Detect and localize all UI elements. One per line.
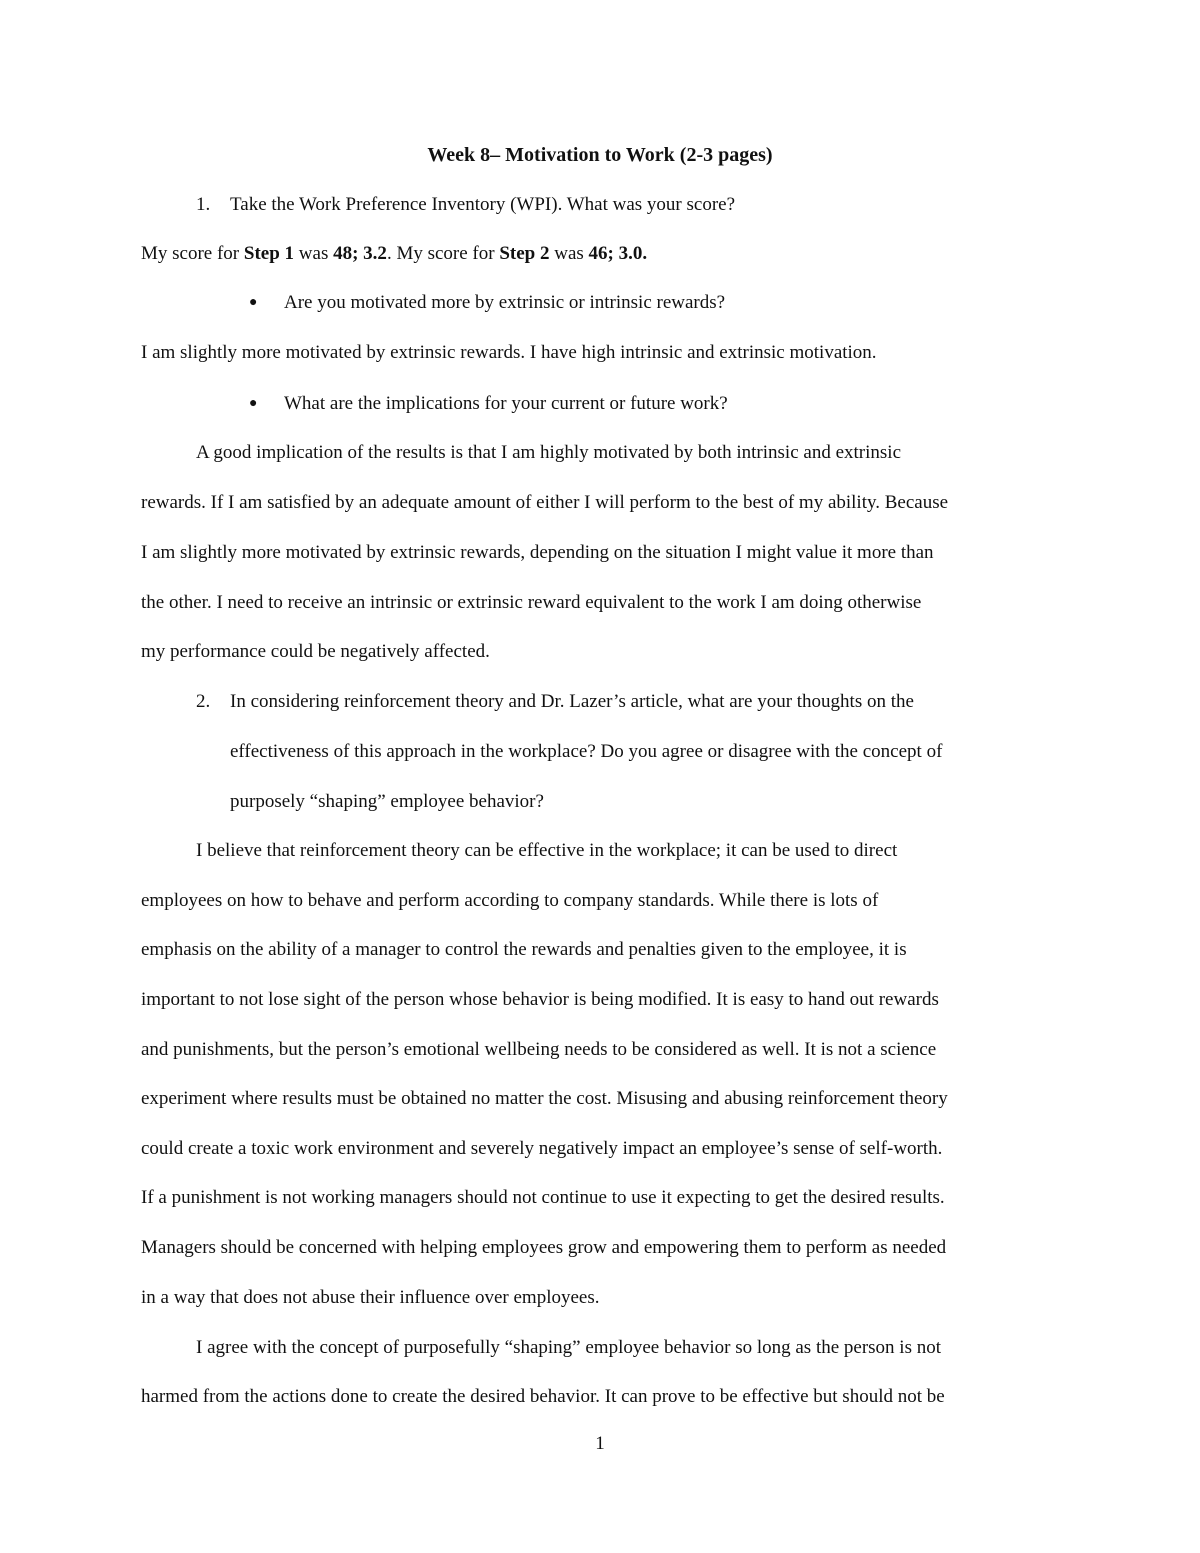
paragraph-1-line: A good implication of the results is that I am highly motivated by both intrinsic and extrinsic (196, 442, 902, 463)
page-number: 1 (595, 1433, 605, 1454)
paragraph-2-line: important to not lose sight of the person whose behavior is being modified. It is easy to hand out rewards (141, 989, 939, 1010)
paragraph-3-line: I agree with the concept of purposefully “shaping” employee behavior so long as the person is not (196, 1337, 942, 1358)
paragraph-2-line: and punishments, but the person’s emotional wellbeing needs to be considered as well. It is not a science (141, 1039, 937, 1060)
answer-1-text: I am slightly more motivated by extrinsic rewards. I have high intrinsic and extrinsic motivation. (141, 342, 877, 363)
score-text-3: . My score for (386, 243, 500, 264)
paragraph-2-line: employees on how to behave and perform according to company standards. While there is lots of (141, 890, 879, 911)
score-step-2-label: Step 2 (499, 243, 550, 264)
document-title: Week 8– Motivation to Work (2-3 pages) (427, 144, 773, 166)
score-step-1-label: Step 1 (243, 243, 295, 264)
question-1-text: Take the Work Preference Inventory (WPI). What was your score? (230, 194, 736, 215)
paragraph-2-line: could create a toxic work environment and severely negatively impact an employee’s sense of self-worth. (141, 1138, 943, 1159)
paragraph-2-line: experiment where results must be obtained no matter the cost. Misusing and abusing reinforcement theory (141, 1088, 948, 1109)
question-2-number: 2. (196, 691, 211, 712)
question-2-line: effectiveness of this approach in the workplace? Do you agree or disagree with the concept of (230, 741, 943, 762)
score-text-2: was (294, 243, 334, 264)
paragraph-2-line: emphasis on the ability of a manager to control the rewards and penalties given to the employee, it is (141, 939, 907, 960)
paragraph-1-line: my performance could be negatively affected. (141, 641, 490, 662)
bullet-1-text: Are you motivated more by extrinsic or intrinsic rewards? (284, 292, 726, 313)
paragraph-1-line: rewards. If I am satisfied by an adequate amount of either I will perform to the best of my ability. Because (141, 492, 949, 513)
paragraph-2-line: If a punishment is not working managers should not continue to use it expecting to get the desired results. (141, 1187, 945, 1208)
bullet-1-icon: ● (249, 295, 258, 310)
paragraph-1-line: the other. I need to receive an intrinsic or extrinsic reward equivalent to the work I am doing otherwise (141, 592, 922, 613)
score-step-2-value: 46; 3.0. (588, 243, 648, 264)
bullet-2-text: What are the implications for your current or future work? (284, 393, 728, 414)
bullet-2-icon: ● (249, 396, 258, 411)
paragraph-2-line: in a way that does not abuse their influence over employees. (141, 1287, 600, 1308)
paragraph-2-line: I believe that reinforcement theory can be effective in the workplace; it can be used to direct (196, 840, 898, 861)
question-2-line: purposely “shaping” employee behavior? (230, 791, 544, 812)
score-text-1: My score for (141, 243, 244, 264)
score-step-1-value: 48; 3.2 (333, 243, 387, 264)
paragraph-3-line: harmed from the actions done to create the desired behavior. It can prove to be effective but should not be (141, 1386, 945, 1407)
score-line (141, 241, 647, 267)
paragraph-2-line: Managers should be concerned with helping employees grow and empowering them to perform as needed (141, 1237, 947, 1258)
paragraph-1-line: I am slightly more motivated by extrinsic rewards, depending on the situation I might value it more than (141, 542, 934, 563)
question-1-number: 1. (196, 194, 211, 215)
question-2-line: In considering reinforcement theory and Dr. Lazer’s article, what are your thoughts on the (230, 691, 914, 712)
score-text-4: was (549, 243, 589, 264)
